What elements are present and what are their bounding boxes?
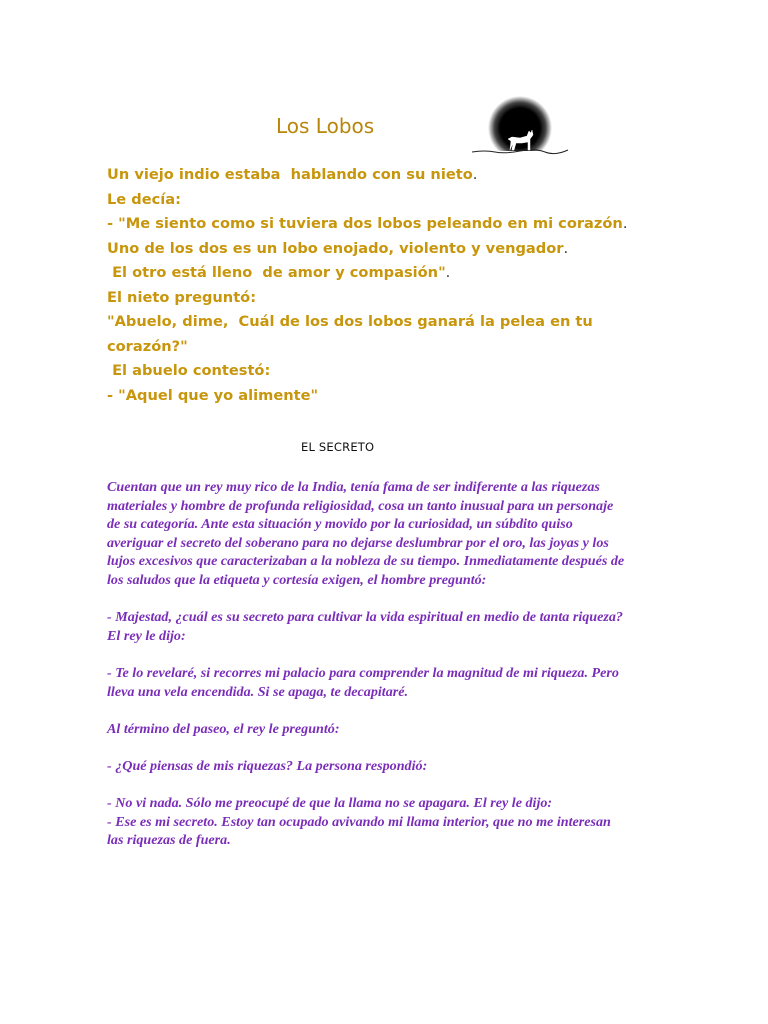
poem-line: - "Aquel que yo alimente" xyxy=(107,386,319,404)
poem-line: Uno de los dos es un lobo enojado, violento y vengador. xyxy=(107,239,569,257)
poem-title: Los Lobos xyxy=(276,114,375,138)
story-paragraph: Al término del paseo, el rey le preguntó: xyxy=(107,720,340,737)
poem-line: El otro está lleno de amor y compasión". xyxy=(107,264,451,281)
poem-line: Le decía: xyxy=(107,190,181,208)
story-paragraph: - Te lo revelaré, si recorres mi palacio para comprender la magnitud de mi riqueza. Pero lleva una vela encendida. Si se apaga, te decapitaré. xyxy=(107,664,619,700)
poem-line: El nieto preguntó: xyxy=(107,288,257,306)
wolf-moon-icon xyxy=(470,95,570,165)
story-paragraph: - Ese es mi secreto. Estoy tan ocupado avivando mi llama interior, que no me interesan las riquezas de fuera. xyxy=(107,813,611,849)
story-paragraph: - Majestad, ¿cuál es su secreto para cultivar la vida espiritual en medio de tanta riqueza? El rey le dijo: xyxy=(107,609,623,644)
poem-line: - "Me siento como si tuviera dos lobos peleando en mi corazón. xyxy=(107,215,628,232)
story-body xyxy=(107,478,667,868)
poem-line: El abuelo contestó: xyxy=(107,362,271,379)
story-paragraph: Cuentan que un rey muy rico de la India, tenía fama de ser indiferente a las riquezas materiales y hombre de profunda religiosidad, cosa un tanto inusual para un personaje de su categoría. Ante esta situación y movido por la curiosidad, un súbdito quiso averiguar el secreto del soberano para no dejarse deslumbrar por el oro, las joyas y los lujos excesivos que caracterizaban a la nobleza de su tiempo. Inmediatamente después de los saludos que la etiqueta y cortesía exigen, el hombre preguntó: xyxy=(107,479,625,588)
poem-body xyxy=(107,163,707,408)
poem-line: "Abuelo, dime, Cuál de los dos lobos ganará la pelea en tu xyxy=(107,313,593,330)
poem-line: Un viejo indio estaba hablando con su nieto. xyxy=(107,166,478,183)
poem-line: corazón?" xyxy=(107,337,188,355)
story-paragraph: - No vi nada. Sólo me preocupé de que la llama no se apagara. El rey le dijo: xyxy=(107,795,553,812)
story-title: EL SECRETO xyxy=(301,440,375,454)
story-paragraph: - ¿Qué piensas de mis riquezas? La persona respondió: xyxy=(107,757,428,774)
